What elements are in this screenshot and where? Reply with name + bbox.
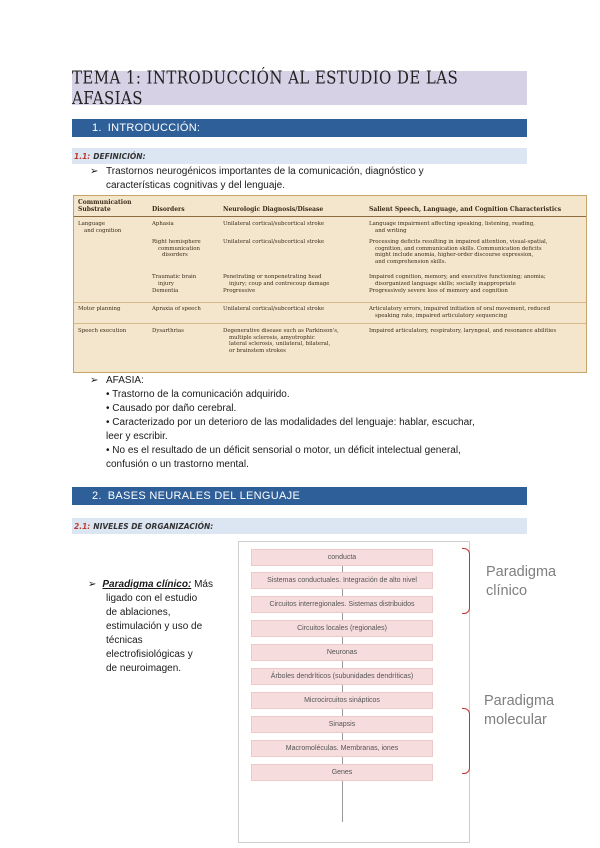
afasia-item: • No es el resultado de un déficit sensorial o motor, un déficit intelectual general, bbox=[106, 445, 461, 456]
level-box: Circuitos locales (regionales) bbox=[251, 620, 433, 637]
level-box: Sinapsis bbox=[251, 716, 433, 733]
table-header-characteristics: Salient Speech, Language, and Cognition Characteristics bbox=[369, 206, 562, 213]
communication-disorders-table bbox=[73, 195, 587, 373]
clinic-text: técnicas bbox=[106, 635, 143, 646]
page-title-banner bbox=[72, 67, 527, 109]
clinic-bracket bbox=[462, 548, 470, 614]
arrow-bullet-icon: ➢ bbox=[90, 375, 99, 386]
table-divider bbox=[74, 302, 586, 303]
clinic-text: Más bbox=[191, 579, 213, 590]
clinic-paradigm-bullet bbox=[88, 578, 218, 676]
section-heading-bases-neurales bbox=[72, 487, 527, 505]
clinic-text: ligado con el estudio bbox=[106, 593, 198, 604]
table-cell-substrate: Motor planning bbox=[78, 306, 121, 312]
arrow-bullet-icon: ➢ bbox=[90, 166, 99, 177]
table-cell-diagnosis: Unilateral cortical/subcortical stroke bbox=[223, 239, 325, 245]
clinic-term: Paradigma clínico: bbox=[102, 579, 192, 590]
table-cell-substrate: Language and cognition bbox=[78, 221, 122, 234]
level-box: Circuitos interregionales. Sistemas distribuidos bbox=[251, 596, 433, 613]
table-header-substrate: Communication Substrate bbox=[78, 199, 132, 213]
level-box: Árboles dendríticos (subunidades dendríticas) bbox=[251, 668, 433, 685]
section-number: 1. bbox=[92, 122, 102, 134]
clinic-text: de neuroimagen. bbox=[106, 663, 182, 674]
table-cell-substrate: Speech execution bbox=[78, 328, 127, 334]
table-cell-disorder: Dysarthrias bbox=[152, 328, 184, 334]
section-label: BASES NEURALES DEL LENGUAJE bbox=[107, 490, 301, 502]
table-cell-characteristics: Impaired articulatory, respiratory, laryngeal, and resonance abilities bbox=[369, 328, 557, 334]
table-cell-disorder: Right hemisphere communication disorders bbox=[152, 239, 201, 259]
table-cell-characteristics: Processing deficits resulting in impaired attention, visual-spatial, cognition, and communication skills. Communication deficits might include anomia, higher-order discourse expression, and comprehension skills. bbox=[369, 239, 548, 265]
table-cell-disorder: Aphasia bbox=[152, 221, 174, 227]
table-header-disorders: Disorders bbox=[152, 206, 185, 213]
table-cell-diagnosis: Progressive bbox=[223, 288, 256, 294]
clinic-text: estimulación y uso de bbox=[106, 621, 203, 632]
afasia-item: • Trastorno de la comunicación adquirido. bbox=[106, 389, 290, 400]
subsection-heading-definicion bbox=[72, 148, 527, 164]
table-cell-characteristics: Progressively severe loss of memory and cognition bbox=[369, 288, 508, 294]
table-cell-characteristics: Language impairment affecting speaking, listening, reading, and writing bbox=[369, 221, 535, 234]
table-cell-disorder: Apraxia of speech bbox=[152, 306, 201, 312]
subsection-label: NIVELES DE ORGANIZACIÓN: bbox=[93, 521, 214, 531]
definition-line: características cognitivas y del lenguaje. bbox=[106, 180, 285, 191]
afasia-item: • Caracterizado por un deterioro de las modalidades del lenguaje: hablar, escuchar, bbox=[106, 417, 475, 428]
level-box: Macromoléculas. Membranas, iones bbox=[251, 740, 433, 757]
definition-line: Trastornos neurogénicos importantes de la comunicación, diagnóstico y bbox=[106, 166, 424, 177]
section-number: 2. bbox=[92, 490, 102, 502]
paradigm-clinic-label: Paradigma clínico bbox=[486, 564, 557, 599]
table-divider bbox=[74, 323, 586, 324]
subsection-number: 1.1: bbox=[74, 151, 91, 161]
subsection-heading-niveles bbox=[72, 518, 527, 534]
level-box: Neuronas bbox=[251, 644, 433, 661]
table-cell-diagnosis: Degenerative disease such as Parkinson's, multiple sclerosis, amyotrophic lateral sclerosis, unilateral, bilateral, or brainstem strokes bbox=[223, 328, 339, 354]
subsection-label: DEFINICIÓN: bbox=[93, 151, 146, 161]
level-box: Sistemas conductuales. Integración de alto nivel bbox=[251, 572, 433, 589]
table-cell-diagnosis: Penetrating or nonpenetrating head injury; coup and contrecoup damage bbox=[223, 274, 330, 287]
clinic-text: de ablaciones, bbox=[106, 607, 171, 618]
section-heading-introduccion bbox=[72, 119, 527, 137]
afasia-heading: AFASIA: bbox=[106, 375, 144, 386]
level-box: conducta bbox=[251, 549, 433, 566]
organization-levels-diagram bbox=[238, 541, 470, 843]
table-divider bbox=[74, 216, 586, 217]
table-cell-diagnosis: Unilateral cortical/subcortical stroke bbox=[223, 306, 325, 312]
subsection-number: 2.1: bbox=[74, 521, 91, 531]
table-cell-characteristics: Impaired cognition, memory, and executive functioning; anomia; disorganized language skills; socially inappropriate bbox=[369, 274, 546, 287]
section-label: INTRODUCCIÓN: bbox=[107, 122, 201, 134]
table-cell-diagnosis: Unilateral cortical/subcortical stroke bbox=[223, 221, 325, 227]
connector-line bbox=[342, 554, 343, 822]
table-header-diagnosis: Neurologic Diagnosis/Disease bbox=[223, 206, 324, 213]
afasia-item-continued: confusión o un trastorno mental. bbox=[106, 459, 249, 470]
clinic-text: electrofisiológicas y bbox=[106, 649, 193, 660]
paradigm-molecular-label: Paradigma molecular bbox=[484, 693, 555, 728]
table-cell-disorder: Traumatic brain injury bbox=[152, 274, 197, 287]
afasia-bullet bbox=[90, 374, 530, 472]
arrow-bullet-icon: ➢ bbox=[88, 579, 97, 590]
table-cell-disorder: Dementia bbox=[152, 288, 179, 294]
page-title: TEMA 1: INTRODUCCIÓN AL ESTUDIO DE LAS AFASIAS bbox=[72, 67, 459, 109]
level-box: Microcircuitos sinápticos bbox=[251, 692, 433, 709]
afasia-item: • Causado por daño cerebral. bbox=[106, 403, 237, 414]
molecular-bracket bbox=[462, 708, 470, 774]
afasia-item-continued: leer y escribir. bbox=[106, 431, 168, 442]
definition-bullet bbox=[90, 165, 530, 193]
table-cell-characteristics: Articulatory errors, impaired initiation of oral movement, reduced speaking rate, impaired articulatory sequencing bbox=[369, 306, 551, 319]
level-box: Genes bbox=[251, 764, 433, 781]
